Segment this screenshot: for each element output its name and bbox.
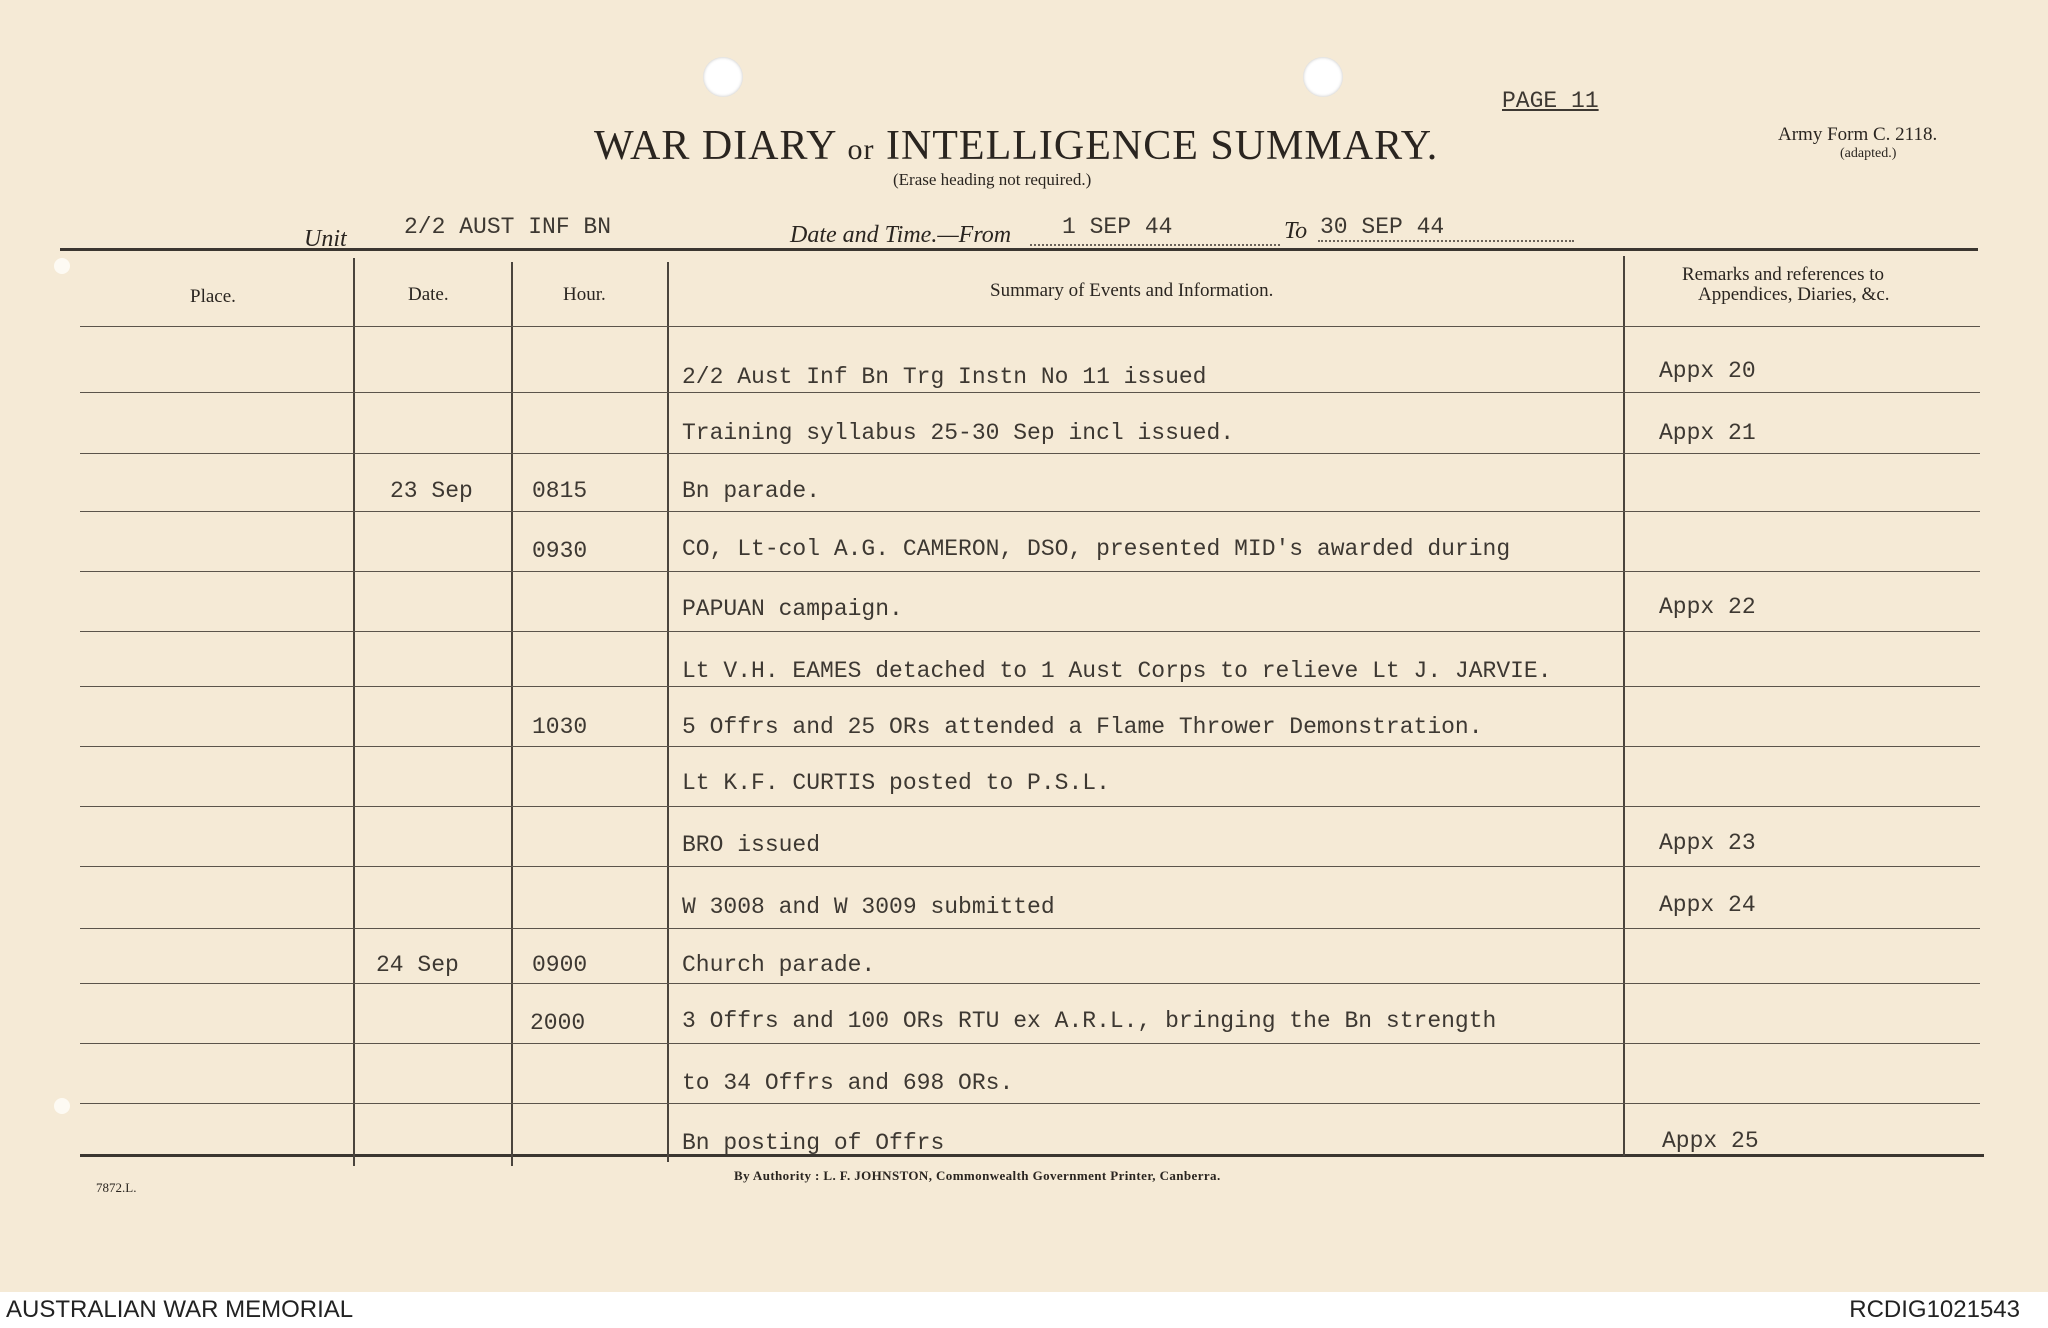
- entry-summary: to 34 Offrs and 698 ORs.: [682, 1070, 1014, 1096]
- row-rule: [80, 571, 1980, 572]
- col-header-place: Place.: [190, 286, 236, 307]
- entry-hour: 0815: [532, 478, 588, 504]
- entry-summary: 3 Offrs and 100 ORs RTU ex A.R.L., bringing the Bn strength: [682, 1008, 1497, 1034]
- subtitle: (Erase heading not required.): [893, 170, 1092, 189]
- entry-summary: PAPUAN campaign.: [682, 596, 903, 622]
- printer-authority: By Authority : L. F. JOHNSTON, Commonwealth Government Printer, Canberra.: [734, 1168, 1221, 1183]
- page-title: [594, 122, 1438, 170]
- date-to-dotted-line: [1318, 240, 1574, 242]
- entry-hour: 1030: [532, 714, 588, 740]
- entry-remarks: Appx 22: [1659, 594, 1756, 620]
- entry-hour: 0900: [532, 952, 588, 978]
- entry-summary: BRO issued: [682, 832, 821, 858]
- entry-summary: Church parade.: [682, 952, 876, 978]
- col-header-remarks-2: Appendices, Diaries, &c.: [1698, 284, 1890, 305]
- row-rule: [80, 1043, 1980, 1044]
- punch-hole-left: [703, 57, 743, 97]
- entry-summary: W 3008 and W 3009 submitted: [682, 894, 1055, 920]
- entry-hour: 2000: [530, 1010, 586, 1036]
- row-rule: [80, 983, 1980, 984]
- header-rule: [80, 326, 1980, 327]
- title-intelligence-summary: INTELLIGENCE SUMMARY.: [885, 123, 1439, 169]
- row-rule: [80, 686, 1980, 687]
- entry-summary: 2/2 Aust Inf Bn Trg Instn No 11 issued: [682, 364, 1207, 390]
- edge-hole-top: [54, 258, 70, 274]
- row-rule: [80, 631, 1980, 632]
- punch-hole-right: [1303, 57, 1343, 97]
- entry-date: 23 Sep: [390, 478, 473, 504]
- archive-credit: AUSTRALIAN WAR MEMORIAL: [6, 1296, 354, 1323]
- unit-value: 2/2 AUST INF BN: [404, 214, 612, 240]
- title-or: or: [847, 133, 875, 166]
- unit-label: Unit: [304, 226, 347, 252]
- date-to-label: To: [1284, 218, 1308, 244]
- entry-hour: 0930: [532, 538, 588, 564]
- col-header-hour: Hour.: [563, 284, 606, 305]
- date-from-value: 1 SEP 44: [1062, 214, 1173, 240]
- entry-summary: Bn parade.: [682, 478, 821, 504]
- row-rule: [80, 866, 1980, 867]
- form-code: 7872.L.: [96, 1180, 137, 1195]
- row-rule: [80, 806, 1980, 807]
- edge-hole-bottom: [54, 1098, 70, 1114]
- page-number: PAGE 11: [1502, 88, 1599, 114]
- date-from-label: Date and Time.—From: [790, 222, 1012, 248]
- col-divider-summary-remarks: [1623, 256, 1625, 1156]
- entry-summary: 5 Offrs and 25 ORs attended a Flame Thrower Demonstration.: [682, 714, 1483, 740]
- row-rule: [80, 392, 1980, 393]
- row-rule: [80, 746, 1980, 747]
- entry-summary: Training syllabus 25-30 Sep incl issued.: [682, 420, 1235, 446]
- army-form-label: Army Form C. 2118.: [1778, 124, 1938, 145]
- date-to-value: 30 SEP 44: [1320, 214, 1445, 240]
- entry-date: 24 Sep: [376, 952, 459, 978]
- entry-summary: Lt K.F. CURTIS posted to P.S.L.: [682, 770, 1110, 796]
- col-divider-place-date: [353, 258, 355, 1166]
- entry-remarks: Appx 20: [1659, 358, 1756, 384]
- table-bottom-rule: [80, 1154, 1984, 1157]
- entry-remarks: Appx 23: [1659, 830, 1756, 856]
- archive-record-id: RCDIG1021543: [1849, 1296, 2020, 1323]
- entry-remarks: Appx 25: [1662, 1128, 1759, 1154]
- entry-remarks: Appx 24: [1659, 892, 1756, 918]
- col-header-remarks-1: Remarks and references to: [1682, 264, 1885, 285]
- entry-remarks: Appx 21: [1659, 420, 1756, 446]
- row-rule: [80, 511, 1980, 512]
- col-divider-date-hour: [511, 262, 513, 1166]
- col-header-date: Date.: [408, 284, 449, 305]
- row-rule: [80, 1103, 1980, 1104]
- row-rule: [80, 928, 1980, 929]
- entry-summary: Lt V.H. EAMES detached to 1 Aust Corps to relieve Lt J. JARVIE.: [682, 658, 1552, 684]
- table-top-rule: [60, 248, 1978, 251]
- entry-summary: CO, Lt-col A.G. CAMERON, DSO, presented MID's awarded during: [682, 536, 1511, 562]
- entry-summary: Bn posting of Offrs: [682, 1130, 945, 1156]
- title-war-diary: WAR DIARY: [594, 123, 836, 169]
- date-from-dotted-line: [1030, 244, 1280, 246]
- col-header-summary: Summary of Events and Information.: [990, 280, 1274, 301]
- col-divider-hour-summary: [667, 262, 669, 1162]
- army-form-note: (adapted.): [1840, 146, 1897, 161]
- row-rule: [80, 453, 1980, 454]
